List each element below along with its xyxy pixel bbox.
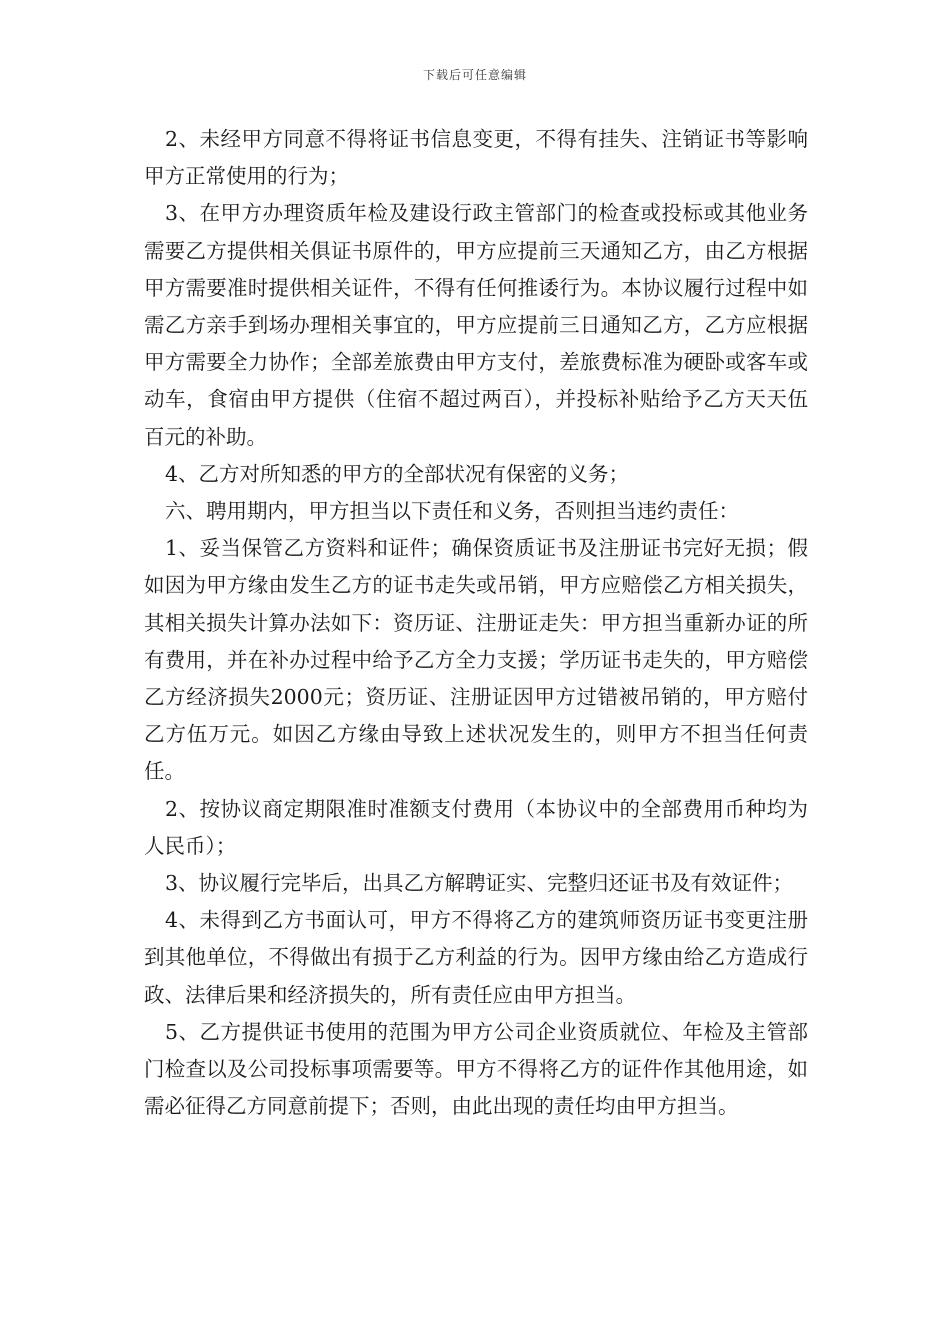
clause-paragraph: 3、在甲方办理资质年检及建设行政主管部门的检查或投标或其他业务需要乙方提供相关俱证书原件的，甲方应提前三天通知乙方，由乙方根据甲方需要准时提供相关证件，不得有任何推诿行为。本协议履行过程中如需乙方亲手到场办理相关事宜的，甲方应提前三日通知乙方，乙方应根据甲方需要全力协作；全部差旅费由甲方支付，差旅费标准为硬卧或客车或动车，食宿由甲方提供（住宿不超过两百），并投标补贴给予乙方天天伍百元的补助。 (144, 201, 808, 449)
clause-paragraph: 1、妥当保管乙方资料和证件；确保资质证书及注册证书完好无损；假如因为甲方缘由发生乙方的证书走失或吊销，甲方应赔偿乙方相关损失，其相关损失计算办法如下：资历证、注册证走失：甲方担当重新办证的所有费用，并在补办过程中给予乙方全力支援；学历证书走失的，甲方赔偿乙方经济损失2000元；资历证、注册证因甲方过错被吊销的，甲方赔付乙方伍万元。如因乙方缘由导致上述状况发生的，则甲方不担当任何责任。 (144, 536, 808, 784)
clause-paragraph: 3、协议履行完毕后，出具乙方解聘证实、完整归还证书及有效证件； (165, 871, 794, 896)
clause-paragraph: 2、未经甲方同意不得将证书信息变更，不得有挂失、注销证书等影响甲方正常使用的行为； (144, 127, 808, 189)
page-header: 下载后可任意编辑 (422, 68, 527, 82)
clause-paragraph: 5、乙方提供证书使用的范围为甲方公司企业资质就位、年检及主管部门检查以及公司投标事项需要等。甲方不得将乙方的证件作其他用途，如需必征得乙方同意前提下；否则，由此出现的责任均由甲方担当。 (144, 1019, 808, 1119)
section-heading: 六、聘用期内，甲方担当以下责任和义务，否则担当违约责任： (165, 499, 739, 524)
document-body (144, 121, 808, 1125)
clause-paragraph: 4、乙方对所知悉的甲方的全部状况有保密的义务； (165, 461, 630, 486)
clause-paragraph: 2、按协议商定期限准时准额支付费用（本协议中的全部费用币种均为人民币）； (144, 796, 808, 858)
clause-paragraph: 4、未得到乙方书面认可，甲方不得将乙方的建筑师资历证书变更注册到其他单位，不得做出有损于乙方利益的行为。因甲方缘由给乙方造成行政、法律后果和经济损失的，所有责任应由甲方担当。 (144, 908, 808, 1007)
